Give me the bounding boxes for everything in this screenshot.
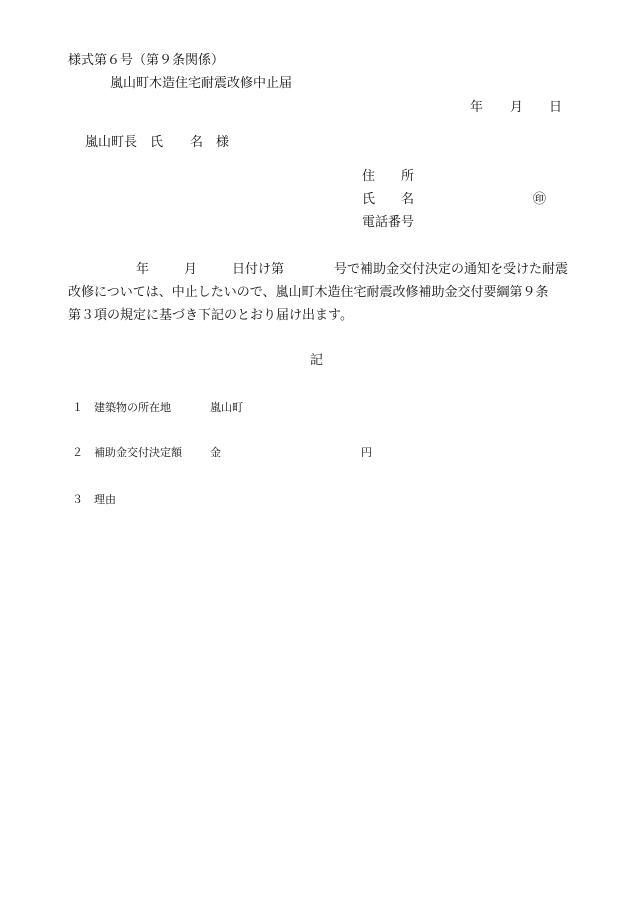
item-1-value: 嵐山町 [210, 401, 243, 414]
date-day: 日 [549, 100, 563, 115]
item-3-label: 理由 [94, 493, 116, 506]
form-number: 様式第６号（第９条関係） [68, 53, 225, 68]
item-2-label: 補助金交付決定額 [94, 446, 182, 459]
item-2-number: ２ [72, 446, 83, 459]
ki-heading: 記 [310, 353, 324, 368]
addressee-shi: 氏 [150, 135, 164, 150]
date-month: 月 [510, 100, 524, 115]
addressee-prefix: 嵐山町長 [85, 135, 138, 150]
body-year: 年 [136, 262, 150, 277]
addressee-mei: 名 [190, 135, 204, 150]
item-1-label: 建築物の所在地 [94, 401, 171, 414]
body-month: 月 [184, 262, 198, 277]
form-title: 嵐山町木造住宅耐震改修中止届 [110, 76, 293, 91]
item-2-value: 金 [210, 446, 221, 459]
body-paragraph [68, 258, 578, 327]
item-2-unit: 円 [361, 446, 372, 459]
body-line-1-text: 号で補助金交付決定の通知を受けた耐震 [334, 262, 569, 277]
seal-mark: ㊞ [533, 192, 547, 207]
date-year: 年 [470, 100, 484, 115]
body-line-3: 第３項の規定に基づき下記のとおり届け出ます。 [68, 308, 353, 323]
phone-label: 電話番号 [362, 215, 415, 230]
item-3-number: ３ [72, 493, 83, 506]
addressee-honorific: 様 [216, 135, 230, 150]
address-label: 住 所 [362, 169, 415, 184]
body-line-2: 改修については、中止したいので、嵐山町木造住宅耐震改修補助金交付要綱第９条 [68, 285, 549, 300]
name-label: 氏 名 [362, 192, 415, 207]
body-line-1 [68, 258, 578, 281]
item-1-number: １ [72, 401, 83, 414]
body-day-number: 日付け第 [232, 262, 285, 277]
